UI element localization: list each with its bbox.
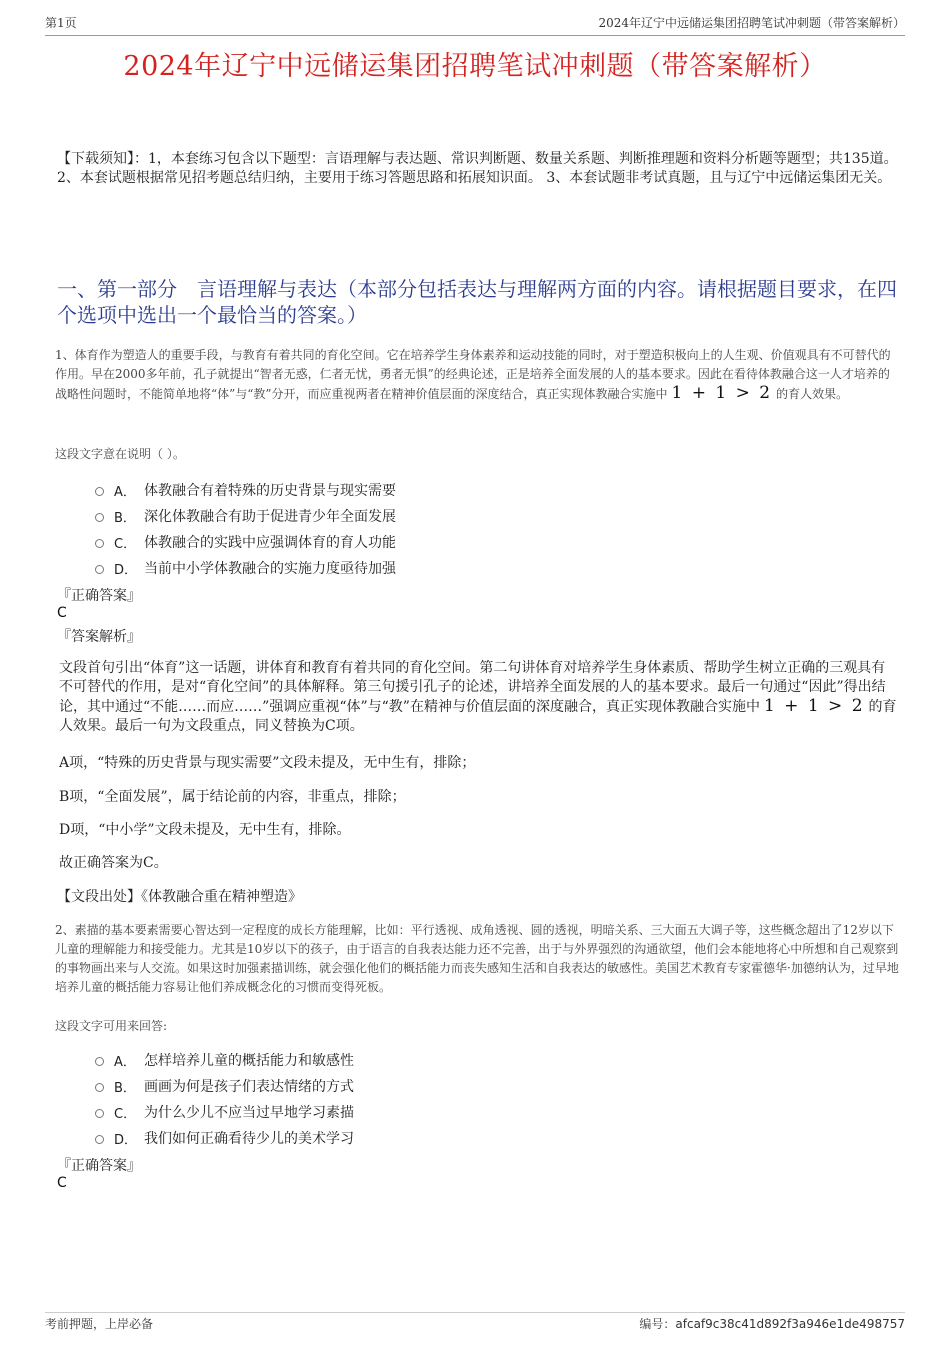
radio-icon[interactable] bbox=[95, 487, 104, 496]
analysis-option-a: A项，“特殊的历史背景与现实需要”文段未提及，无中生有，排除； bbox=[59, 755, 476, 771]
option-text: 为什么少儿不应当过早地学习素描 bbox=[144, 1105, 354, 1121]
option-letter: C． bbox=[114, 536, 137, 552]
option-text: 画画为何是孩子们表达情绪的方式 bbox=[144, 1079, 354, 1095]
question-1-options bbox=[95, 477, 795, 581]
radio-icon[interactable] bbox=[95, 1083, 104, 1092]
footer-code-label: 编号： bbox=[639, 1317, 676, 1331]
analysis-tail: 的育人效果。最后一句为文段重点，同义替换为C项。 bbox=[59, 699, 897, 734]
option-letter: B． bbox=[114, 1080, 136, 1096]
radio-icon[interactable] bbox=[95, 1057, 104, 1066]
option-text: 体教融合有着特殊的历史背景与现实需要 bbox=[144, 483, 396, 499]
math-expression: 1 + 1 > 2 bbox=[671, 383, 773, 403]
question-1-text bbox=[55, 346, 900, 404]
question-2-text: 2、素描的基本要素需要心智达到一定程度的成长方能理解，比如：平行透视、成角透视、圆的透视，明暗关系、三大面五大调子等，这些概念超出了12岁以下儿童的理解能力和接受能力。尤其是10岁以下的孩子，由于语言的自我表达能力还不完善，出于与外界强烈的沟通欲望，他们会本能地将心中所想和自己观察到的事物画出来与人交流。如果这时加强素描训练，就会强化他们的概括能力而丧失感知生活和自我表达的敏感性。美国艺术教育专家霍德华·加德纳认为，过早地培养儿童的概括能力容易让他们养成概念化的习惯而变得死板。 bbox=[55, 923, 899, 994]
option-c[interactable] bbox=[95, 529, 795, 555]
option-text: 怎样培养儿童的概括能力和敏感性 bbox=[144, 1053, 354, 1069]
analysis-conclusion: 故正确答案为C。 bbox=[59, 855, 168, 871]
option-text: 当前中小学体教融合的实施力度亟待加强 bbox=[144, 561, 396, 577]
option-text: 深化体教融合有助于促进青少年全面发展 bbox=[144, 509, 396, 525]
option-b[interactable] bbox=[95, 503, 795, 529]
option-b[interactable] bbox=[95, 1073, 795, 1099]
option-letter: D． bbox=[114, 1132, 138, 1148]
radio-icon[interactable] bbox=[95, 1135, 104, 1144]
option-letter: B． bbox=[114, 510, 136, 526]
radio-icon[interactable] bbox=[95, 565, 104, 574]
correct-answer: C bbox=[57, 605, 67, 621]
option-text: 体教融合的实践中应强调体育的育人功能 bbox=[144, 535, 396, 551]
correct-answer: C bbox=[57, 1175, 67, 1191]
analysis-option-d: D项，“中小学”文段未提及，无中生有，排除。 bbox=[59, 822, 351, 838]
question-1-prompt: 这段文字意在说明（ ）。 bbox=[55, 447, 185, 461]
question-1-body: 1、体育作为塑造人的重要手段，与教育有着共同的育化空间。它在培养学生身体素养和运动技能的同时，对于塑造积极向上的人生观、价值观具有不可替代的作用。早在2000多年前，孔子就提出“智者无惑，仁者无忧，勇者无惧”的经典论述，正是培养全面发展的人的基本要求。因此在看待体教融合这一人才培养的战略性问题时，不能简单地将“体”与“教”分开，而应重视两者在精神价值层面的深度结合，真正实现体教融合实施中 bbox=[55, 348, 891, 401]
question-2-options bbox=[95, 1047, 795, 1151]
footer-code: afcaf9c38c41d892f3a946e1de498757 bbox=[675, 1317, 905, 1331]
header-doc-title: 2024年辽宁中远储运集团招聘笔试冲刺题（带答案解析） bbox=[598, 16, 905, 30]
option-text: 我们如何正确看待少儿的美术学习 bbox=[144, 1131, 354, 1147]
analysis-body: 文段首句引出“体育”这一话题，讲体育和教育有着共同的育化空间。第二句讲体育对培养学生身体素质、帮助学生树立正确的三观具有不可替代的作用，是对“育化空间”的具体解释。第三句援引孔子的论述，讲培养全面发展的人的基本要求。最后一句通过“因此”得出结论，其中通过“不能……而应……”强调应重视“体”与“教”在精神与价值层面的深度融合，真正实现体教融合实施中 bbox=[59, 660, 886, 715]
question-2-prompt: 这段文字可用来回答: bbox=[55, 1019, 168, 1033]
footer-code-wrap bbox=[639, 1315, 905, 1332]
math-expression: 1 + 1 > 2 bbox=[763, 696, 865, 716]
question-1-tail: 的育人效果。 bbox=[776, 387, 849, 401]
text-source: 【文段出处】《体教融合重在精神塑造》 bbox=[57, 889, 302, 905]
analysis-option-b: B项，“全面发展”，属于结论前的内容，非重点，排除； bbox=[59, 789, 406, 805]
option-d[interactable] bbox=[95, 555, 795, 581]
option-c[interactable] bbox=[95, 1099, 795, 1125]
page-number: 第1页 bbox=[45, 16, 77, 30]
option-a[interactable] bbox=[95, 477, 795, 503]
option-a[interactable] bbox=[95, 1047, 795, 1073]
answer-label: 『正确答案』 bbox=[57, 1158, 141, 1174]
radio-icon[interactable] bbox=[95, 513, 104, 522]
radio-icon[interactable] bbox=[95, 539, 104, 548]
page-footer bbox=[45, 1312, 905, 1332]
page-header bbox=[45, 14, 905, 36]
footer-slogan: 考前押题，上岸必备 bbox=[45, 1317, 154, 1331]
option-letter: A． bbox=[114, 484, 136, 500]
answer-label: 『正确答案』 bbox=[57, 588, 141, 604]
option-letter: D． bbox=[114, 562, 138, 578]
section-title: 一、第一部分 言语理解与表达（本部分包括表达与理解两方面的内容。请根据题目要求，在四个选项中选出一个最恰当的答案。） bbox=[57, 277, 897, 327]
option-letter: A． bbox=[114, 1054, 136, 1070]
option-letter: C． bbox=[114, 1106, 137, 1122]
answer-analysis bbox=[59, 659, 897, 736]
radio-icon[interactable] bbox=[95, 1109, 104, 1118]
option-d[interactable] bbox=[95, 1125, 795, 1151]
analysis-label: 『答案解析』 bbox=[57, 629, 141, 645]
page-title: 2024年辽宁中远储运集团招聘笔试冲刺题（带答案解析） bbox=[123, 51, 827, 82]
download-notice: 【下载须知】：1，本套练习包含以下题型：言语理解与表达题、常识判断题、数量关系题、判断推理题和资料分析题等题型；共135道。 2、本套试题根据常见招考题总结归纳，主要用于练习答题思路和拓展知识面。 3、本套试题非考试真题，且与辽宁中远储运集团无关。 bbox=[57, 151, 898, 186]
